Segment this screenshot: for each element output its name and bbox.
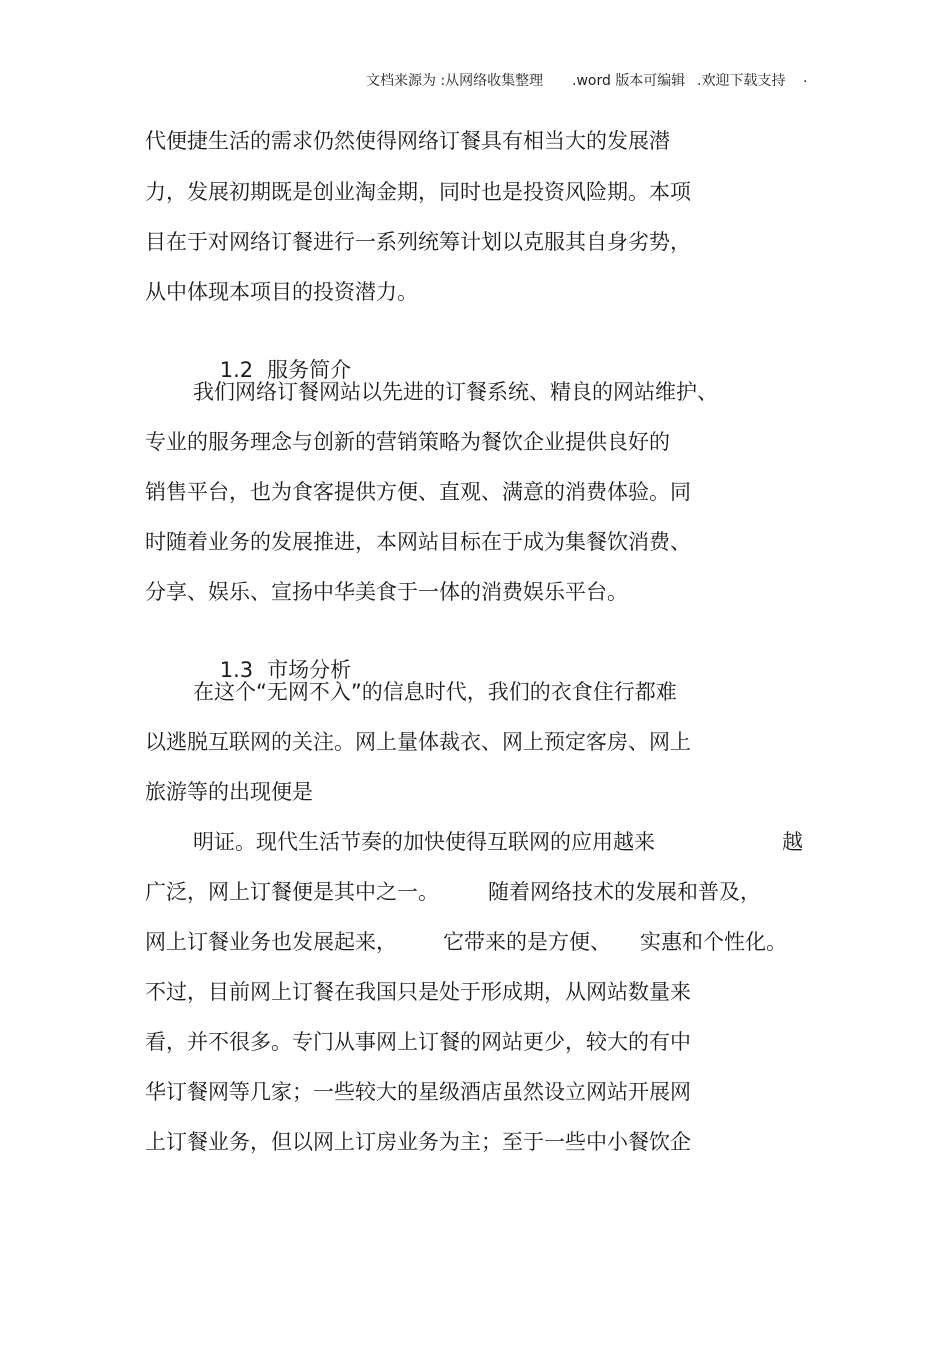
header-editable-text: .word 版本可编辑	[572, 73, 686, 89]
paragraph-line: 力，发展初期既是创业淘金期，同时也是投资风险期。本项	[145, 180, 691, 204]
paragraph-line: 目在于对网络订餐进行一系列统筹计划以克服其自身劣势，	[145, 230, 691, 254]
section-title: 服务简介	[267, 358, 352, 382]
paragraph-line: 销售平台，也为食客提供方便、直观、满意的消费体验。同	[145, 480, 691, 504]
paragraph-line: 华订餐网等几家；一些较大的星级酒店虽然设立网站开展网	[145, 1080, 691, 1104]
paragraph-line: 我们网络订餐网站以先进的订餐系统、精良的网站维护、	[193, 380, 718, 404]
header-trailing-dot: .	[803, 70, 808, 86]
paragraph-line: 上订餐业务，但以网上订房业务为主；至于一些中小餐饮企	[145, 1130, 691, 1154]
paragraph-line: 旅游等的出现便是	[145, 780, 313, 804]
paragraph-line: 从中体现本项目的投资潜力。	[145, 280, 418, 304]
section-number: 1.3	[219, 658, 254, 682]
paragraph-line: 时随着业务的发展推进，本网站目标在于成为集餐饮消费、	[145, 530, 691, 554]
paragraph-fragment: 它带来的是方便、	[443, 930, 611, 954]
paragraph-fragment: 随着网络技术的发展和普及，	[488, 880, 761, 904]
paragraph-line: 在这个“无网不入”的信息时代，我们的衣食住行都难	[193, 680, 677, 704]
paragraph-line: 明证。现代生活节奏的加快使得互联网的应用越来	[193, 830, 655, 854]
header-source-text: 文档来源为 :从网络收集整理	[366, 73, 544, 89]
paragraph-line: 网上订餐业务也发展起来，	[145, 930, 397, 954]
paragraph-fragment: 实惠和个性化。	[640, 930, 787, 954]
paragraph-fragment: 越	[782, 830, 803, 854]
paragraph-line: 不过，目前网上订餐在我国只是处于形成期，从网站数量来	[145, 980, 691, 1004]
paragraph-line: 以逃脱互联网的关注。网上量体裁衣、网上预定客房、网上	[145, 730, 691, 754]
paragraph-line: 分享、娱乐、宣扬中华美食于一体的消费娱乐平台。	[145, 580, 628, 604]
header-download-text: .欢迎下载支持	[697, 73, 786, 89]
section-title: 市场分析	[267, 658, 352, 682]
section-number: 1.2	[219, 358, 254, 382]
paragraph-line: 广泛，网上订餐便是其中之一。	[145, 880, 439, 904]
paragraph-line: 代便捷生活的需求仍然使得网络订餐具有相当大的发展潜	[145, 129, 670, 153]
paragraph-line: 看，并不很多。专门从事网上订餐的网站更少，较大的有中	[145, 1030, 691, 1054]
paragraph-line: 专业的服务理念与创新的营销策略为餐饮企业提供良好的	[145, 430, 670, 454]
